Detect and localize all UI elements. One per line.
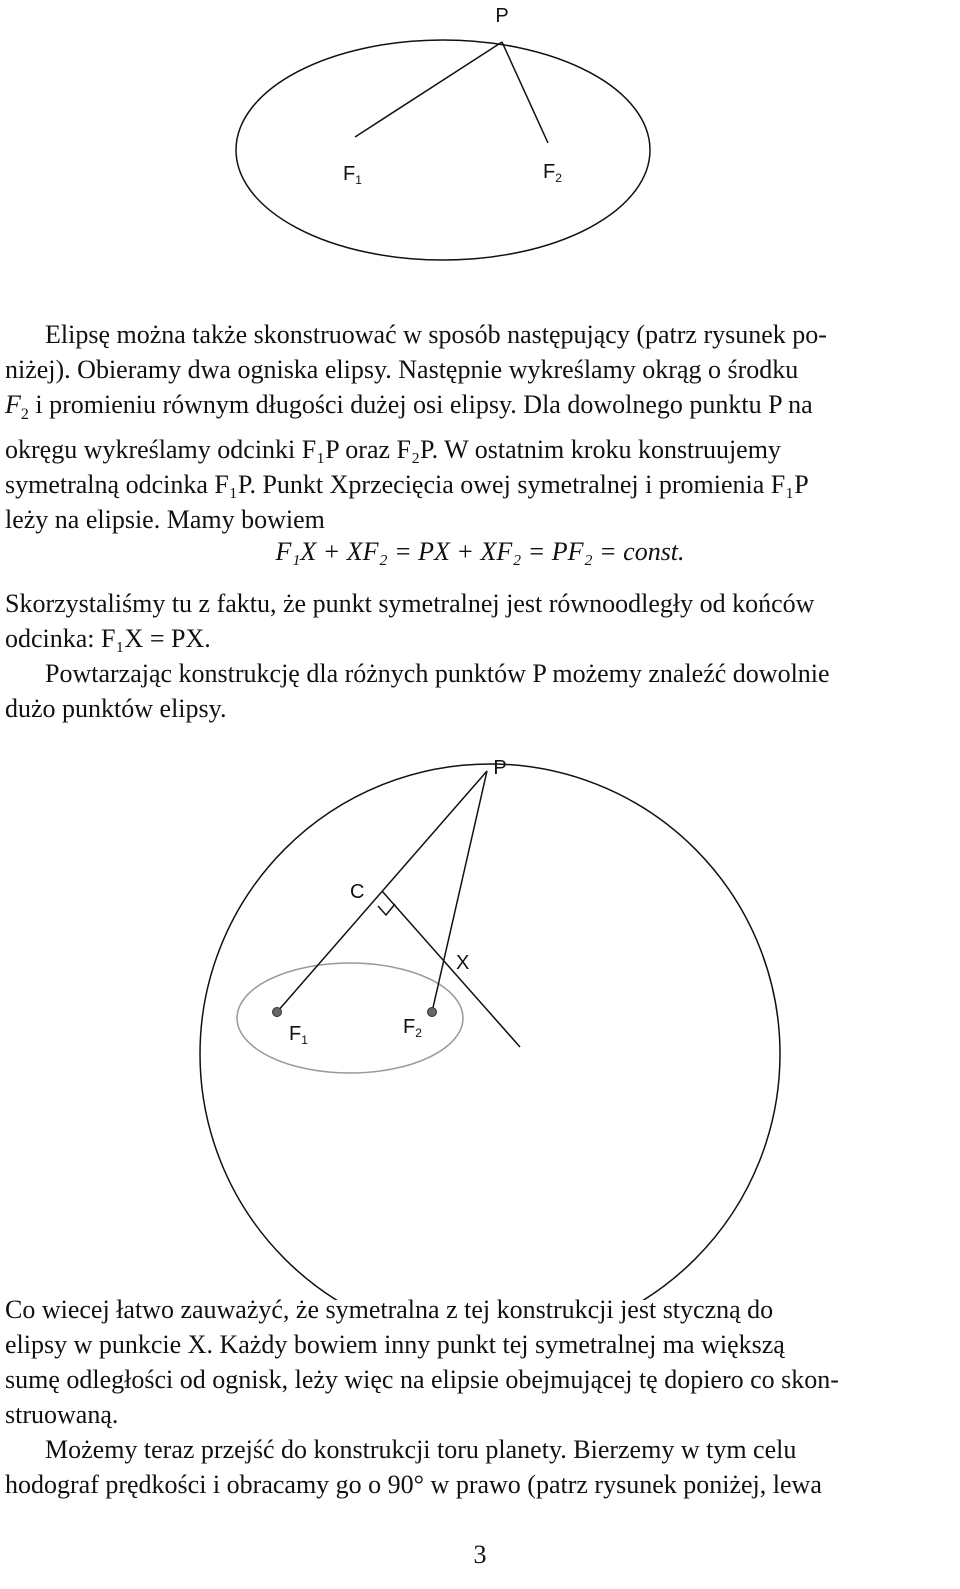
- text-line: niżej). Obieramy dwa ogniska elipsy. Następnie wykreślamy okrąg o środku: [5, 355, 799, 384]
- focus-point-f1: [273, 1008, 282, 1017]
- text-line: dużo punktów elipsy.: [5, 694, 227, 723]
- text-line: okręgu wykreślamy odcinki F₁P oraz F₂P. W ostatnim kroku konstruujemy: [5, 435, 781, 465]
- text-line: Możemy teraz przejść do konstrukcji toru planety. Bierzemy w tym celu: [45, 1435, 797, 1464]
- paragraph-tangent: [5, 1292, 953, 1432]
- segment-f1-p: [355, 42, 502, 137]
- point-label-x: X: [456, 952, 470, 974]
- page-number: 3: [473, 1540, 487, 1569]
- director-circle: [200, 764, 780, 1300]
- right-angle-mark: [378, 904, 395, 915]
- text-line: elipsy w punkcie X. Każdy bowiem inny punkt tej symetralnej ma większą: [5, 1330, 785, 1359]
- text-line: Co wiecej łatwo zauważyć, że symetralna z tej konstrukcji jest styczną do: [5, 1295, 774, 1324]
- text-line: hodograf prędkości i obracamy go o 90° w prawo (patrz rysunek poniżej, lewa: [5, 1470, 822, 1499]
- point-label-f2: $F_2$: [403, 1016, 422, 1040]
- text-line: Powtarzając konstrukcję dla różnych punktów P możemy znaleźć dowolnie: [45, 659, 830, 688]
- text-line: leży na elipsie. Mamy bowiem: [5, 505, 325, 535]
- ellipse-outline: [236, 40, 650, 260]
- text-line: $F_2$ i promieniu równym długości dużej osi elipsy. Dla dowolnego punktu P na: [5, 390, 813, 424]
- equation: F₁X + XF₂ = PX + XF₂ = PF₂ = const.: [275, 537, 685, 566]
- text-line: symetralną odcinka F₁P. Punkt Xprzecięcia owej symetralnej i promienia F₁P: [5, 470, 809, 500]
- focus-point-f2: [428, 1008, 437, 1017]
- figure-circle-construction: [0, 740, 960, 1300]
- point-label-f1: $F_1$: [289, 1023, 308, 1047]
- text-line: Skorzystaliśmy tu z faktu, że punkt symetralnej jest równoodległy od końców: [5, 589, 815, 618]
- point-label-f2: $F_2$: [543, 161, 562, 185]
- text-line: Elipsę można także skonstruować w sposób następujący (patrz rysunek po-: [45, 320, 827, 349]
- text-line: sumę odległości od ognisk, leży więc na elipsie obejmującej tę dopiero co skon-: [5, 1365, 839, 1394]
- paragraph-fact: [5, 586, 953, 656]
- ellipse-gray: [237, 963, 463, 1073]
- point-label-c: C: [350, 881, 365, 903]
- text-line: odcinka: F₁X = PX.: [5, 624, 211, 653]
- text-line: struowaną.: [5, 1400, 119, 1429]
- paragraph-construction: [5, 317, 953, 537]
- point-label-f1: $F_1$: [343, 163, 362, 187]
- paragraph-repeat: [5, 656, 953, 726]
- segment-f2-p: [502, 42, 548, 143]
- point-label-p: P: [495, 5, 509, 27]
- figure-ellipse: [0, 0, 960, 300]
- point-label-p: P: [493, 757, 507, 779]
- paragraph-planet: [5, 1432, 953, 1502]
- segment-f2-p: [432, 771, 487, 1012]
